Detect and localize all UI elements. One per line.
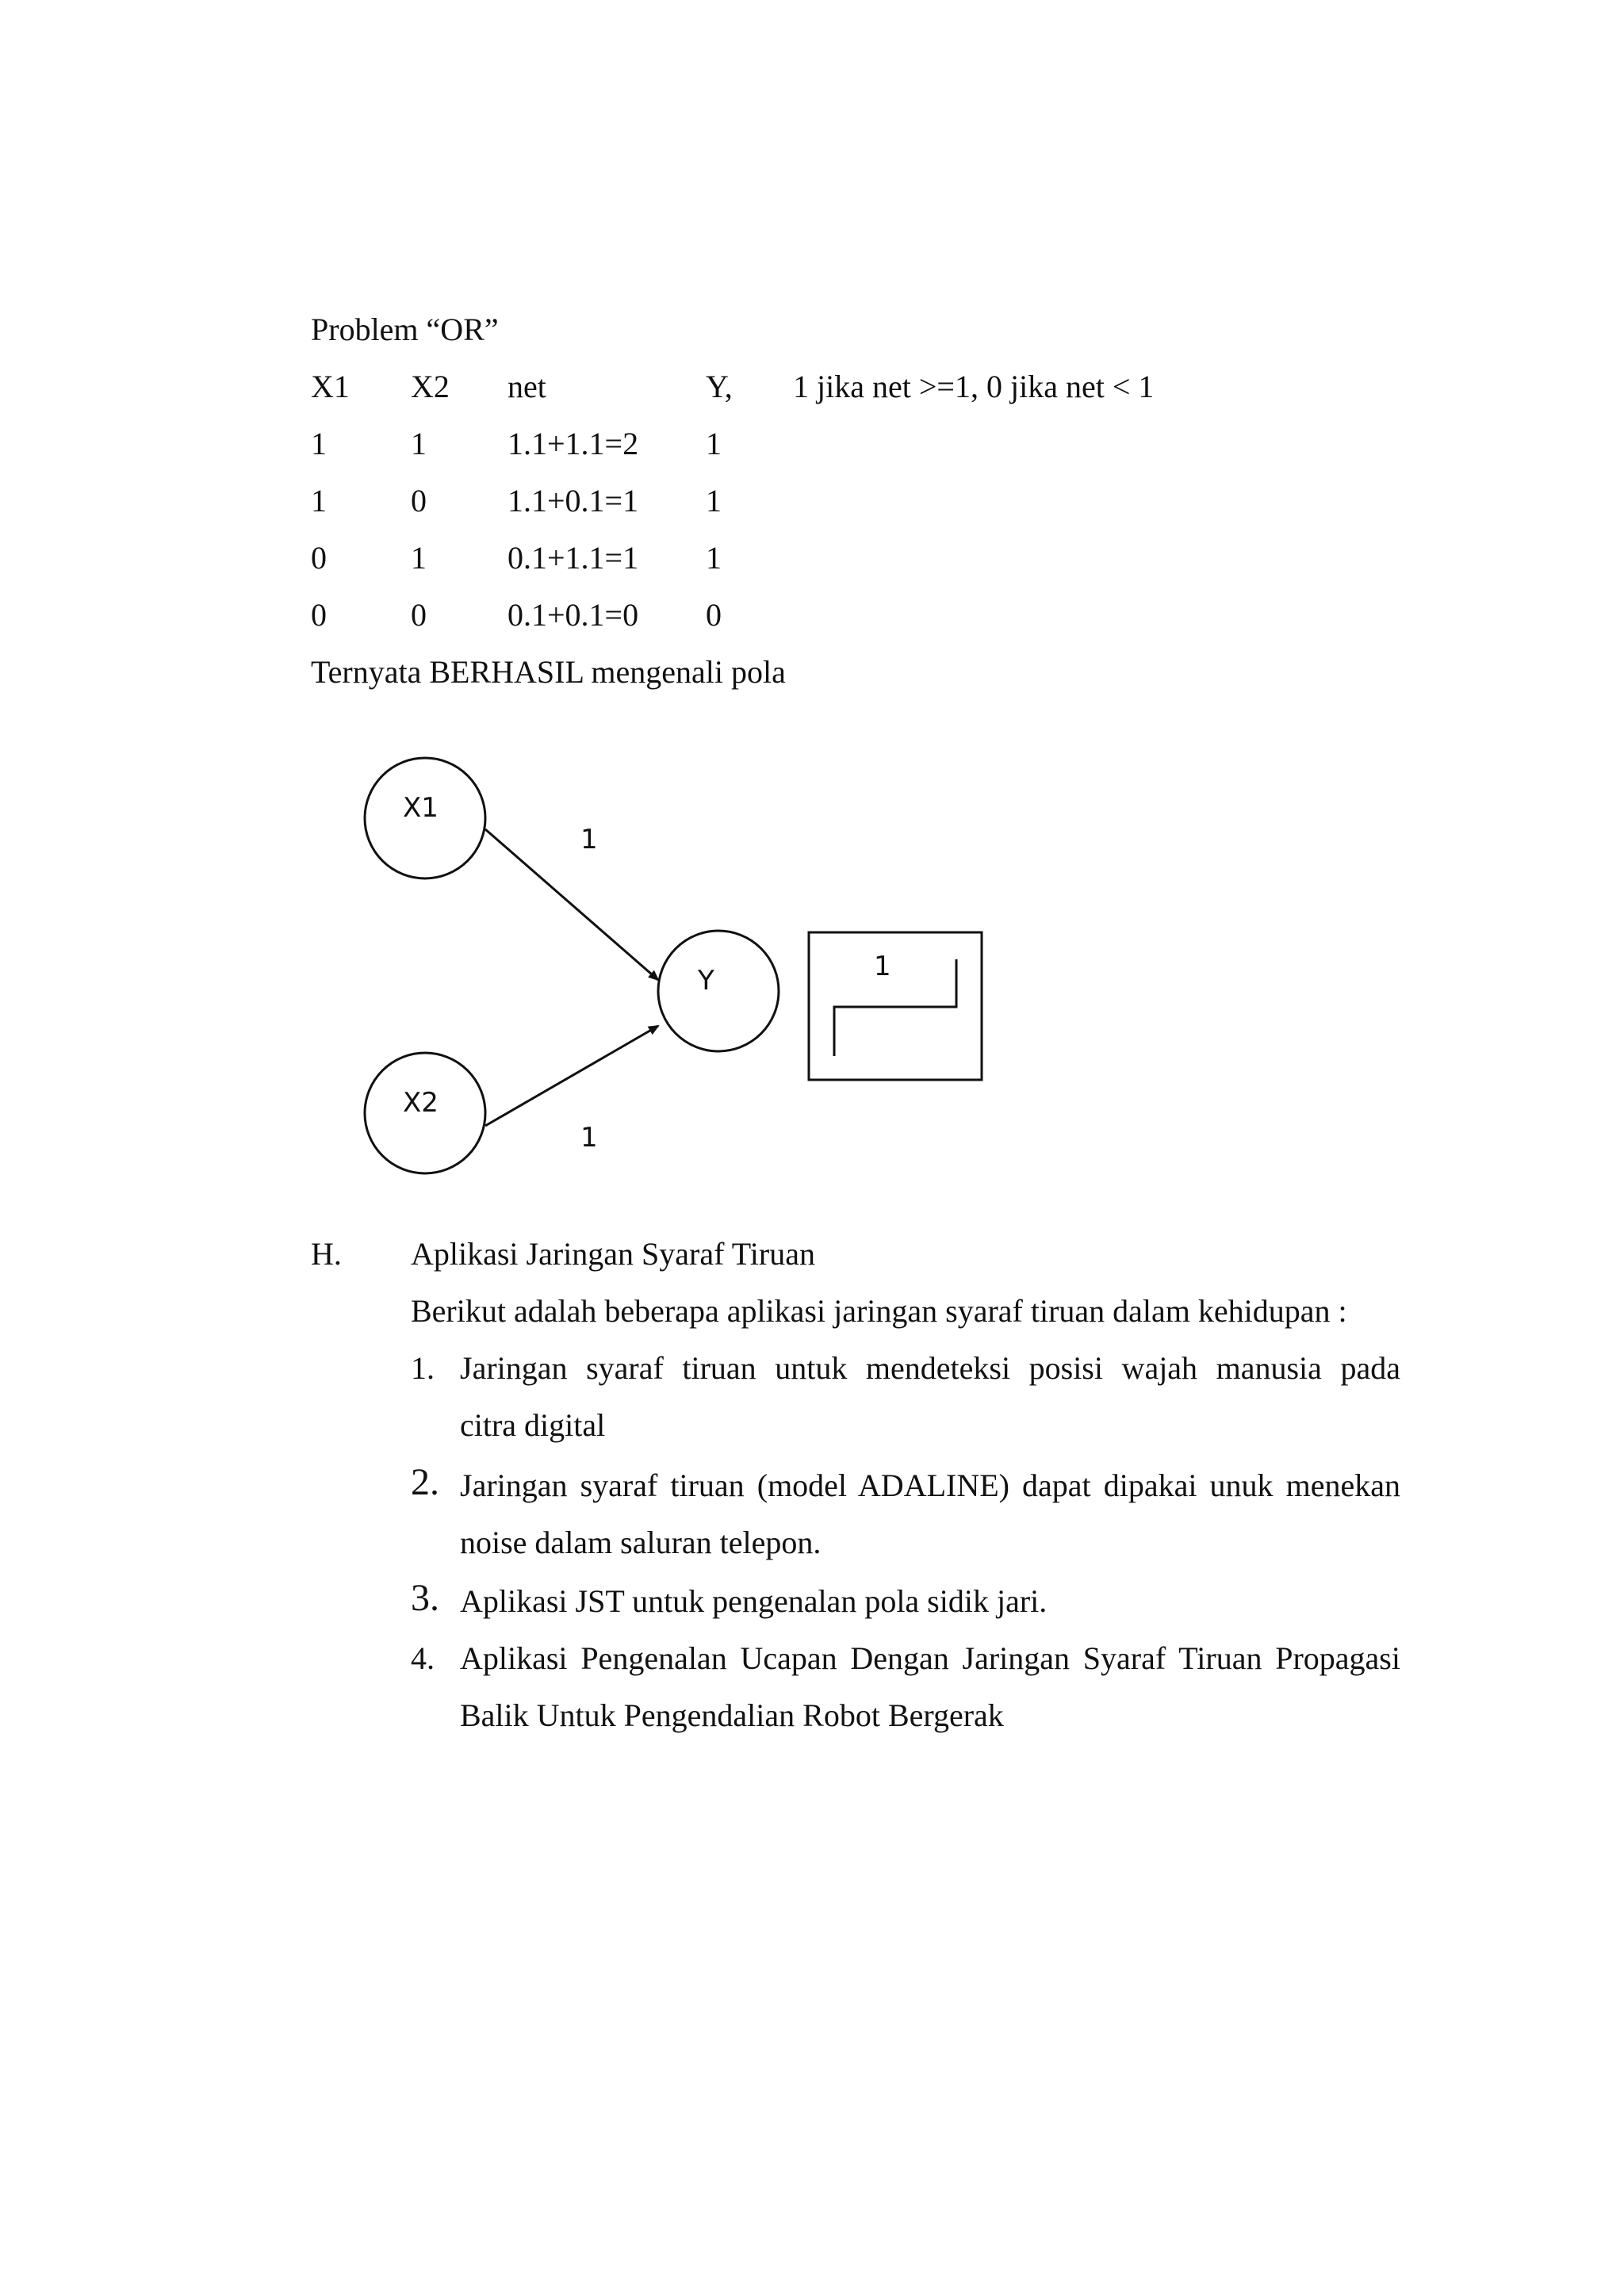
table-cell: 1 — [411, 426, 427, 461]
table-header-x1: X1 — [311, 369, 350, 404]
node-y — [658, 931, 779, 1051]
table-cell: 1 — [706, 483, 722, 519]
section-title: Aplikasi Jaringan Syaraf Tiruan — [411, 1236, 815, 1272]
table-cell: 1.1+1.1=2 — [508, 426, 639, 461]
table-cell: 0 — [706, 597, 722, 633]
table-cell: 0 — [311, 597, 327, 633]
list-item-line: Balik Untuk Pengendalian Robot Bergerak — [460, 1697, 1004, 1733]
weight-top-label: 1 — [580, 824, 598, 855]
edge-x2-y — [485, 1026, 658, 1126]
table-cell: 0 — [411, 483, 427, 519]
table-cell: 0.1+1.1=1 — [508, 540, 639, 576]
edge-x1-y — [485, 829, 658, 980]
table-cell: 1 — [311, 483, 327, 519]
problem-title: Problem “OR” — [311, 312, 499, 347]
list-item-number: 4. — [411, 1640, 435, 1676]
list-item-line: noise dalam saluran telepon. — [460, 1525, 822, 1560]
section-intro: Berikut adalah beberapa aplikasi jaringan syaraf tiruan dalam kehidupan : — [411, 1293, 1347, 1329]
table-header-net: net — [508, 369, 546, 404]
node-x2-label: X2 — [403, 1087, 439, 1119]
list-item-line: Aplikasi Pengenalan Ucapan Dengan Jaringan Syaraf Tiruan Propagasi — [460, 1640, 1400, 1676]
node-x1-label: X1 — [403, 792, 439, 824]
table-header-x2: X2 — [411, 369, 450, 404]
list-item-line: Aplikasi JST untuk pengenalan pola sidik jari. — [460, 1583, 1048, 1619]
table-cell: 1 — [706, 540, 722, 576]
weight-bottom-label: 1 — [580, 1122, 598, 1154]
table-rule: 1 jika net >=1, 0 jika net < 1 — [793, 369, 1155, 404]
step-function-curve — [834, 959, 956, 1056]
list-item-number: 3. — [411, 1577, 439, 1619]
table-cell: 1 — [411, 540, 427, 576]
threshold-label: 1 — [874, 951, 891, 982]
table-cell: 0.1+0.1=0 — [508, 597, 639, 633]
list-item-number: 2. — [411, 1461, 439, 1503]
list-item-line: Jaringan syaraf tiruan (model ADALINE) dapat dipakai unuk menekan — [460, 1468, 1400, 1503]
list-item-line: Jaringan syaraf tiruan untuk mendeteksi posisi wajah manusia pada — [460, 1350, 1400, 1386]
table-header-y: Y, — [706, 369, 733, 404]
table-cell: 0 — [411, 597, 427, 633]
table-cell: 1 — [706, 426, 722, 461]
table-cell: 1 — [311, 426, 327, 461]
list-item-line: citra digital — [460, 1407, 606, 1443]
table-cell: 1.1+0.1=1 — [508, 483, 639, 519]
section-marker: H. — [311, 1236, 342, 1272]
list-item-number: 1. — [411, 1350, 435, 1386]
table-cell: 0 — [311, 540, 327, 576]
conclusion-text: Ternyata BERHASIL mengenali pola — [311, 654, 786, 690]
node-y-label: Y — [698, 965, 714, 997]
